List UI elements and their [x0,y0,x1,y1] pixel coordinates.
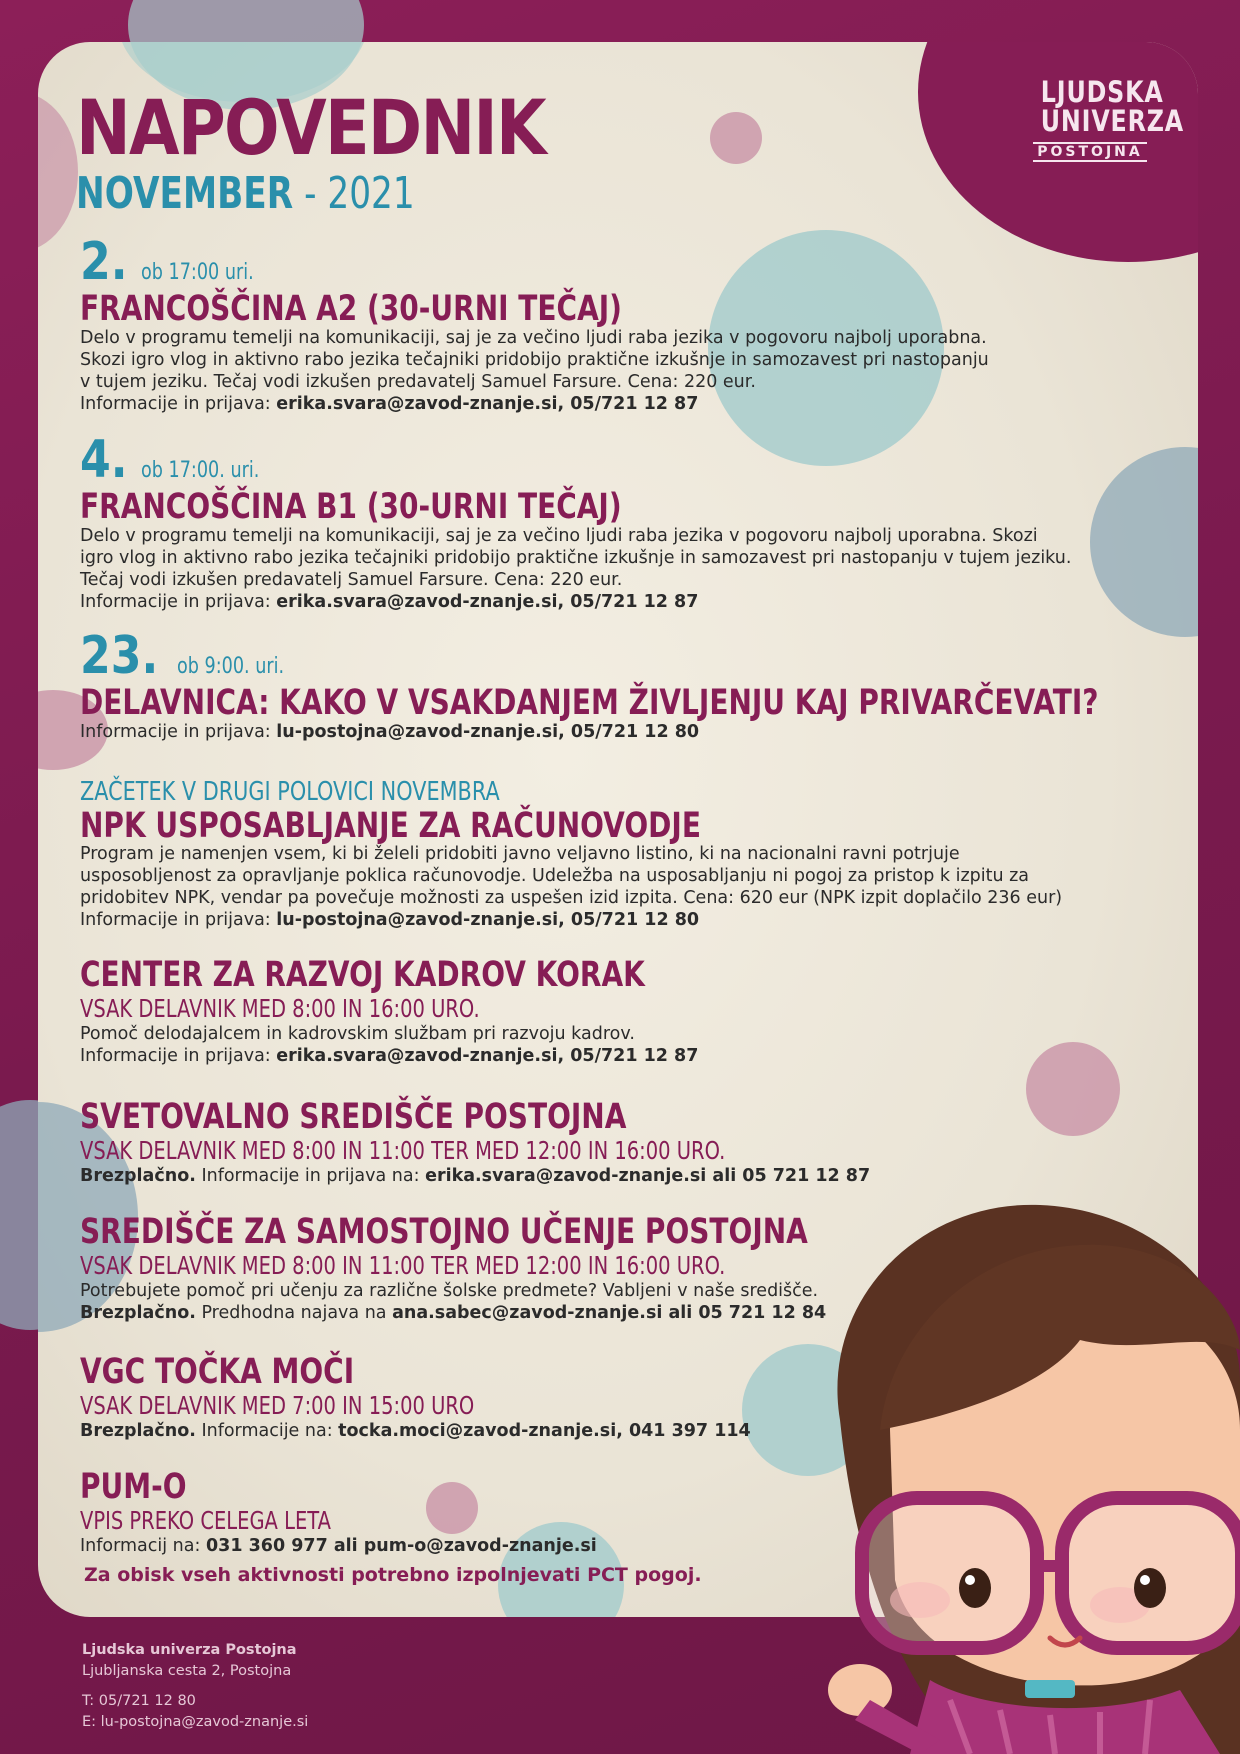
info-label: Informacije na: [195,1421,339,1442]
event-schedule: VSAK DELAVNIK MED 8:00 IN 16:00 URO. [80,993,480,1023]
event-schedule: VSAK DELAVNIK MED 8:00 IN 11:00 TER MED 12:00 IN 16:00 URO. [80,1135,726,1165]
text-line: Tečaj vodi izkušen predavatelj Samuel Farsure. Cena: 220 eur. [80,569,623,590]
info-contact: ana.sabec@zavod-znanje.si ali 05 721 12 84 [392,1303,827,1324]
event-item [80,430,1140,613]
info-label: Informacije in prijava: [80,1046,277,1067]
event-day: 4. [80,430,128,490]
info-contact: lu-postojna@zavod-znanje.si, 05/721 12 80 [276,721,700,742]
event-date [80,626,1140,686]
info-contact: erika.svara@zavod-znanje.si, 05/721 12 87 [276,1046,699,1067]
event-title: NPK USPOSABLJANJE ZA RAČUNOVODJE [80,805,701,846]
event-item [80,232,1140,415]
footer [82,1640,308,1733]
page-title: NAPOVEDNIK [76,83,545,172]
pct-note: Za obisk vseh aktivnosti potrebno izpolnjevati PCT pogoj. [84,1564,702,1586]
deco-circle [38,92,78,252]
event-item [80,956,1140,1067]
footer-phone: T: 05/721 12 80 [82,1693,196,1709]
event-description [80,843,1140,931]
info-label: Informacije in prijava: [80,721,277,742]
event-item [80,778,1140,931]
info-contact: erika.svara@zavod-znanje.si, 05/721 12 87 [276,591,699,612]
deco-circle [710,112,762,164]
event-item [80,626,1140,743]
logo-line-2: UNIVERZA [1040,104,1185,138]
text-line: Potrebujete pomoč pri učenju za različne šolske predmete? Vabljeni v naše središče. [80,1281,819,1302]
event-schedule: VPIS PREKO CELEGA LETA [80,1505,332,1535]
info-label: Informacij na: [80,1536,206,1557]
logo-line-3: POSTOJNA [1033,142,1146,162]
info-label: Informacije in prijava: [80,910,277,931]
free-label: Brezplačno. [80,1303,196,1324]
event-schedule: VSAK DELAVNIK MED 7:00 IN 15:00 URO [80,1390,475,1420]
footer-address: Ljubljanska cesta 2, Postojna [82,1663,292,1679]
event-day: 23. [80,626,159,686]
text-line: Pomoč delodajalcem in kadrovskim službam pri razvoju kadrov. [80,1024,635,1045]
event-day: 2. [80,232,128,292]
event-title: FRANCOŠČINA B1 (30-URNI TEČAJ) [80,487,622,527]
event-item [80,1098,1140,1187]
event-time: ob 17:00 uri. [141,260,254,285]
text-line: Delo v programu temelji na komunikaciji, saj je za večino ljudi raba jezika v pogovoru najbolj uporabna. Skozi [80,525,1038,546]
text-line: Delo v programu temelji na komunikaciji, saj je za večino ljudi raba jezika v pogovoru najbolj uporabna. [80,327,987,348]
info-contact: erika.svara@zavod-znanje.si, 05/721 12 87 [276,393,699,414]
text-line: Skozi igro vlog in aktivno rabo jezika tečajniki pridobijo praktične izkušnje in samozavest pri nastopanju [80,349,989,370]
info-label: Informacije in prijava: [80,591,277,612]
logo [1030,75,1185,162]
page-subtitle [76,168,415,219]
info-label: Informacije in prijava: [80,393,277,414]
footer-org: Ljudska univerza Postojna [82,1642,297,1658]
info-contact: 031 360 977 ali pum-o@zavod-znanje.si [205,1536,597,1557]
event-title: FRANCOŠČINA A2 (30-URNI TEČAJ) [80,289,622,329]
event-start-note: ZAČETEK V DRUGI POLOVICI NOVEMBRA [80,777,500,807]
logo-line-1: LJUDSKA [1040,75,1164,109]
event-title: VGC TOČKA MOČI [80,1352,355,1392]
info-contact: tocka.moci@zavod-znanje.si, 041 397 114 [338,1421,751,1442]
event-title: CENTER ZA RAZVOJ KADROV KORAK [80,955,645,995]
info-contact: lu-postojna@zavod-znanje.si, 05/721 12 80 [276,910,700,931]
event-title: SREDIŠČE ZA SAMOSTOJNO UČENJE POSTOJNA [80,1212,808,1252]
event-description [80,1023,1140,1067]
year-separator: - [293,168,328,219]
event-time: ob 9:00. uri. [177,654,285,679]
text-line: v tujem jeziku. Tečaj vodi izkušen predavatelj Samuel Farsure. Cena: 220 eur. [80,371,756,392]
year: 2021 [327,168,415,219]
info-label: Informacije in prijava na: [195,1166,426,1187]
text-line: Program je namenjen vsem, ki bi želeli pridobiti javno veljavno listino, ki na nacionalni ravni potrjuje [80,844,960,865]
girl-illustration [800,1180,1240,1754]
free-label: Brezplačno. [80,1421,196,1442]
event-time: ob 17:00. uri. [141,458,260,483]
text-line: usposobljenost za opravljanje poklica računovodje. Udeležba na usposabljanju ni pogoj za pristop k izpitu za [80,866,1030,887]
event-title: DELAVNICA: KAKO V VSAKDANJEM ŽIVLJENJU KAJ PRIVARČEVATI? [80,683,1099,723]
event-title: PUM-O [80,1467,187,1507]
footer-email: E: lu-postojna@zavod-znanje.si [82,1714,309,1730]
text-line: igro vlog in aktivno rabo jezika tečajniki pridobijo praktične izkušnje in samozavest pri nastopanju v tujem jeziku. [80,547,1072,568]
free-label: Brezplačno. [80,1166,196,1187]
event-date [80,232,1140,292]
event-schedule: VSAK DELAVNIK MED 8:00 IN 11:00 TER MED 12:00 IN 16:00 URO. [80,1250,726,1280]
event-title: SVETOVALNO SREDIŠČE POSTOJNA [80,1097,627,1137]
event-description [80,721,1140,743]
info-label: Predhodna najava na [195,1303,393,1324]
event-description [80,327,1140,415]
text-line: pridobitev NPK, vendar pa povečuje možnosti za uspešen izid izpita. Cena: 620 eur (NPK izpit doplačilo 236 eur) [80,888,1063,909]
info-contact: erika.svara@zavod-znanje.si ali 05 721 12 87 [425,1166,871,1187]
event-description [80,525,1140,613]
month: NOVEMBER [76,168,294,219]
event-date [80,430,1140,490]
